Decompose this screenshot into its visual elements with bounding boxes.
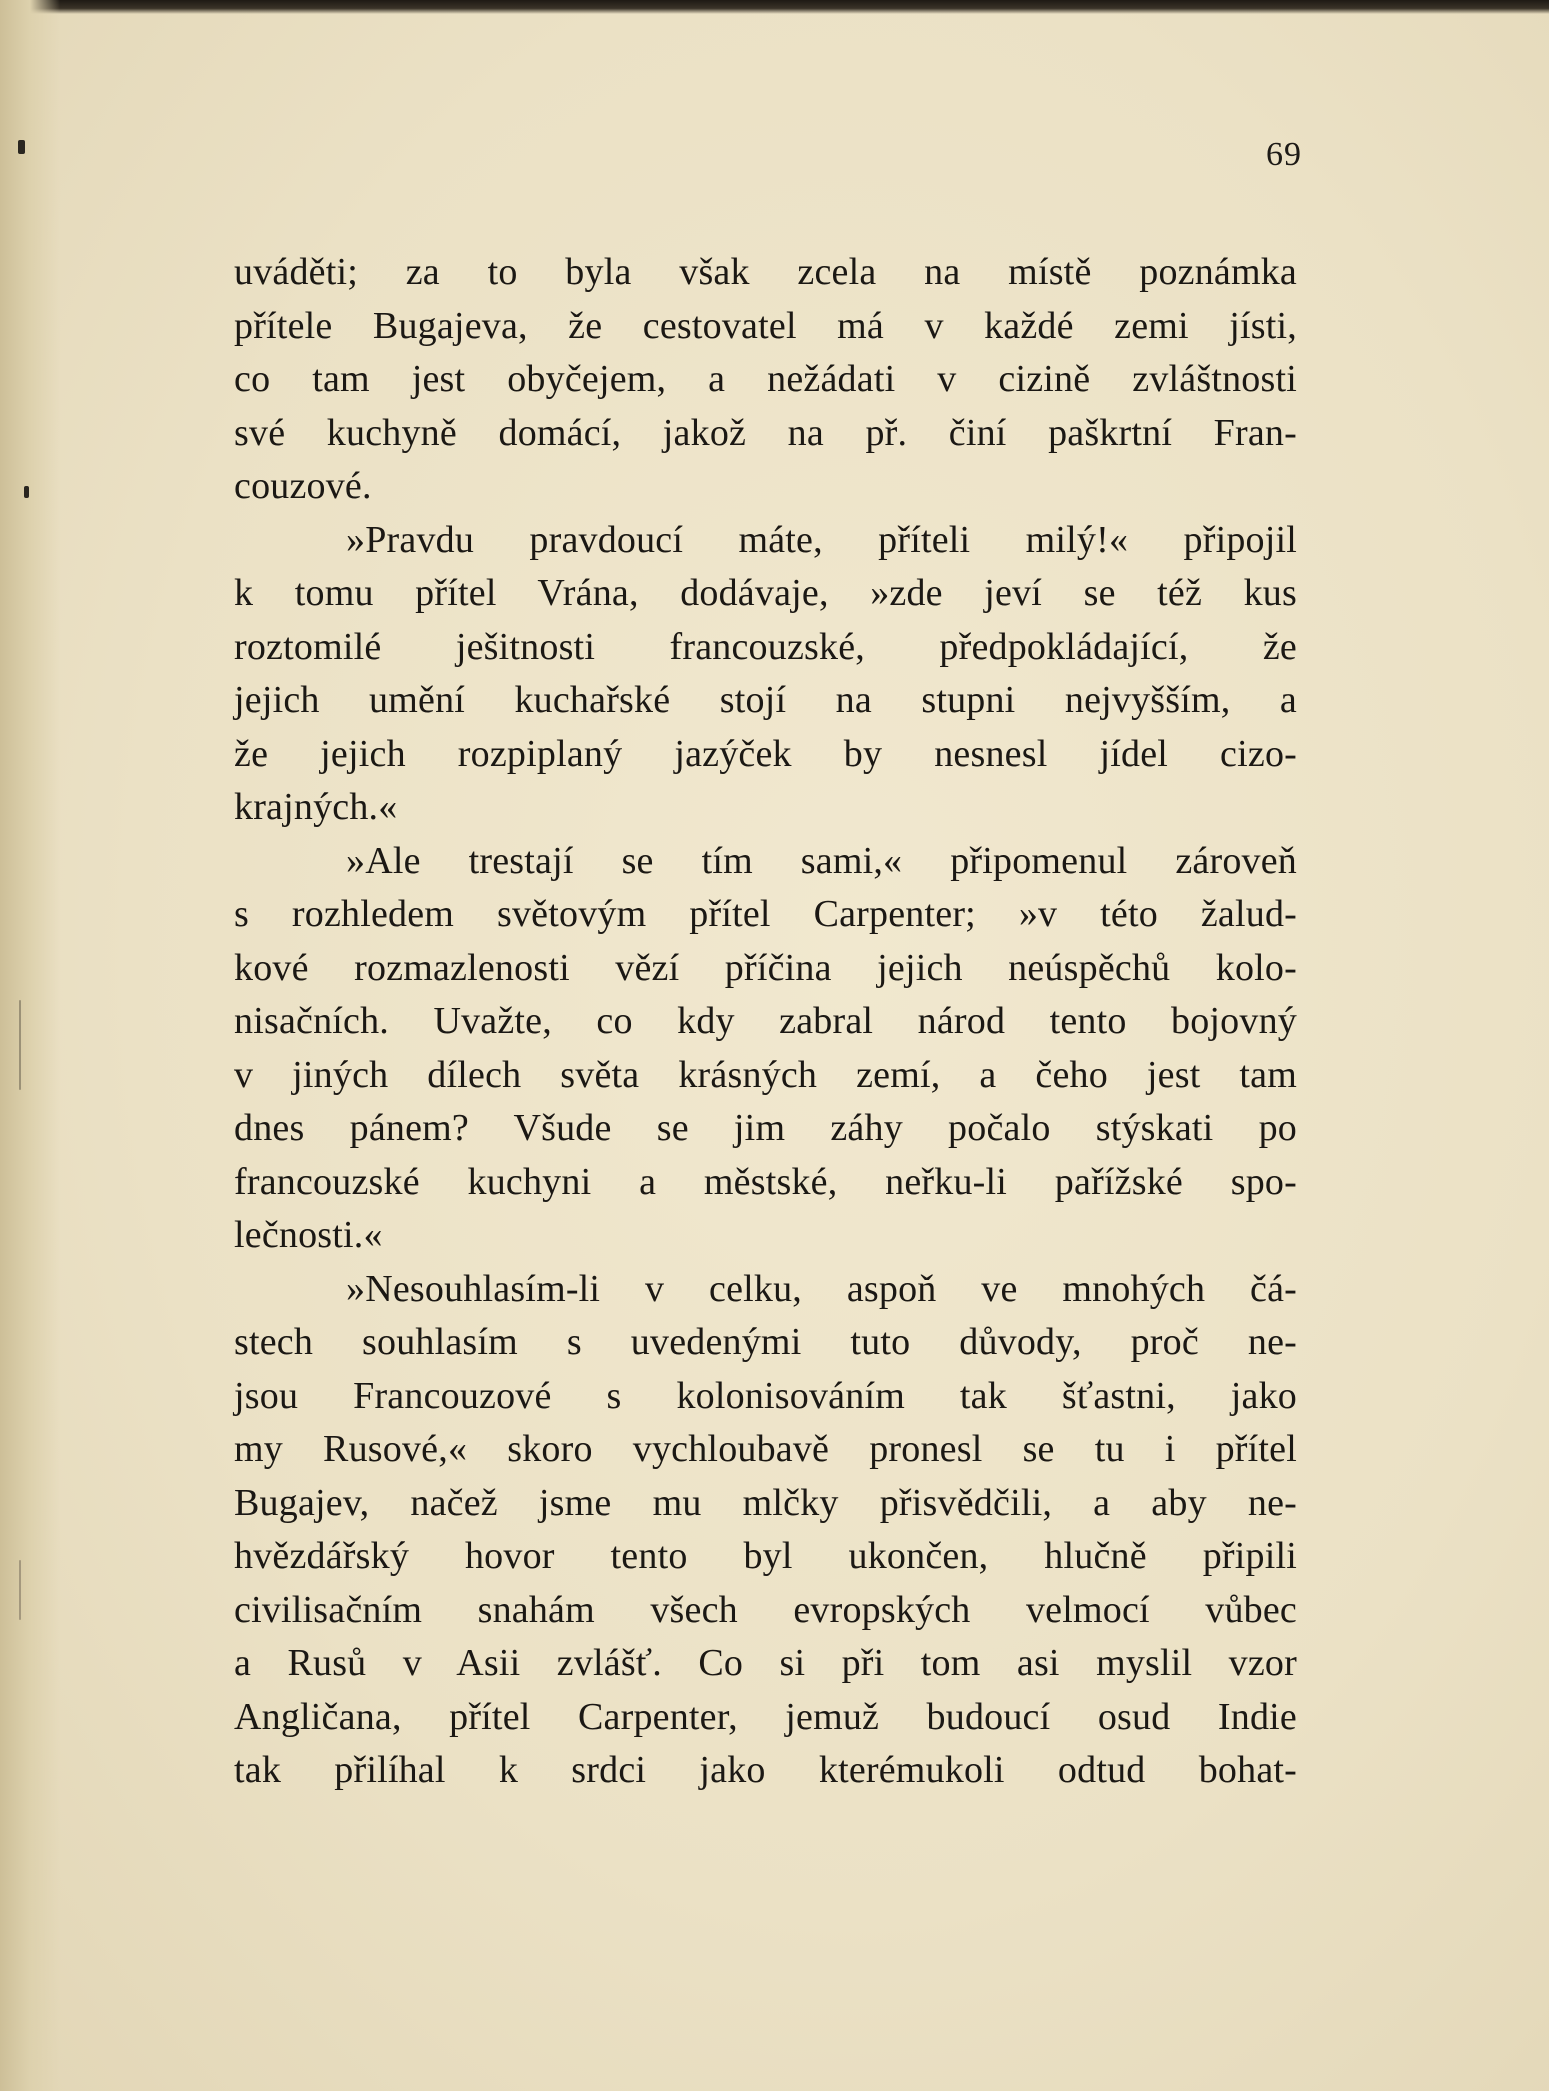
text-line: uváděti; za to byla však zcela na místě poznámka [234, 251, 1297, 293]
text-line: kové rozmazlenosti vězí příčina jejich neúspěchů kolo- [234, 946, 1297, 989]
text-line: jsou Francouzové s kolonisováním tak šťastni, jako [234, 1374, 1297, 1417]
text-line: roztomilé ješitnosti francouzské, předpokládající, že [234, 625, 1297, 668]
text-line: v jiných dílech světa krásných zemí, a čeho jest tam [234, 1053, 1297, 1096]
text-line: »Pravdu pravdoucí máte, příteli milý!« připojil [346, 518, 1297, 561]
text-line: francouzské kuchyni a městské, neřku-li pařížské spo- [234, 1160, 1297, 1203]
text-line: couzové. [234, 465, 372, 507]
text-line: a Rusů v Asii zvlášť. Co si při tom asi myslil vzor [234, 1642, 1297, 1684]
text-line: jejich umění kuchařské stojí na stupni nejvyšším, a [234, 679, 1297, 721]
text-line: tak přilíhal k srdci jako kterémukoli odtud bohat- [234, 1749, 1297, 1791]
gutter-speck [19, 1000, 21, 1090]
text-line: hvězdářský hovor tento byl ukončen, hlučně připili [234, 1535, 1297, 1577]
gutter-speck [18, 140, 25, 154]
text-line: my Rusové,« skoro vychloubavě pronesl se tu i přítel [234, 1428, 1297, 1470]
text-line: nisačních. Uvažte, co kdy zabral národ tento bojovný [234, 1000, 1297, 1042]
page-top-edge [0, 0, 1549, 14]
page-gutter [0, 0, 60, 2091]
text-line: civilisačním snahám všech evropských velmocí vůbec [234, 1588, 1297, 1631]
text-line: Angličana, přítel Carpenter, jemuž budoucí osud Indie [234, 1695, 1297, 1738]
text-line: své kuchyně domácí, jakož na př. činí paškrtní Fran- [234, 411, 1297, 454]
text-line: k tomu přítel Vrána, dodávaje, »zde jeví se též kus [234, 572, 1297, 614]
page-number: 69 [1266, 136, 1302, 173]
text-line: stech souhlasím s uvedenými tuto důvody, proč ne- [234, 1321, 1297, 1363]
text-line: že jejich rozpiplaný jazýček by nesnesl jídel cizo- [234, 732, 1297, 775]
text-line: krajných.« [234, 786, 398, 828]
text-line: lečnosti.« [234, 1214, 383, 1256]
text-line: co tam jest obyčejem, a nežádati v cizině zvláštnosti [234, 358, 1297, 400]
body-text [234, 246, 1297, 1798]
text-line: přítele Bugajeva, že cestovatel má v každé zemi jísti, [234, 304, 1297, 347]
text-line: Bugajev, načež jsme mu mlčky přisvědčili, a aby ne- [234, 1481, 1297, 1524]
text-line: s rozhledem světovým přítel Carpenter; »v této žalud- [234, 893, 1297, 935]
gutter-speck [19, 1560, 21, 1620]
text-line: »Ale trestají se tím sami,« připomenul zároveň [346, 839, 1297, 882]
text-line: dnes pánem? Všude se jim záhy počalo stýskati po [234, 1107, 1297, 1149]
gutter-speck [24, 486, 29, 498]
text-line: »Nesouhlasím-li v celku, aspoň ve mnohých čá- [346, 1267, 1297, 1310]
